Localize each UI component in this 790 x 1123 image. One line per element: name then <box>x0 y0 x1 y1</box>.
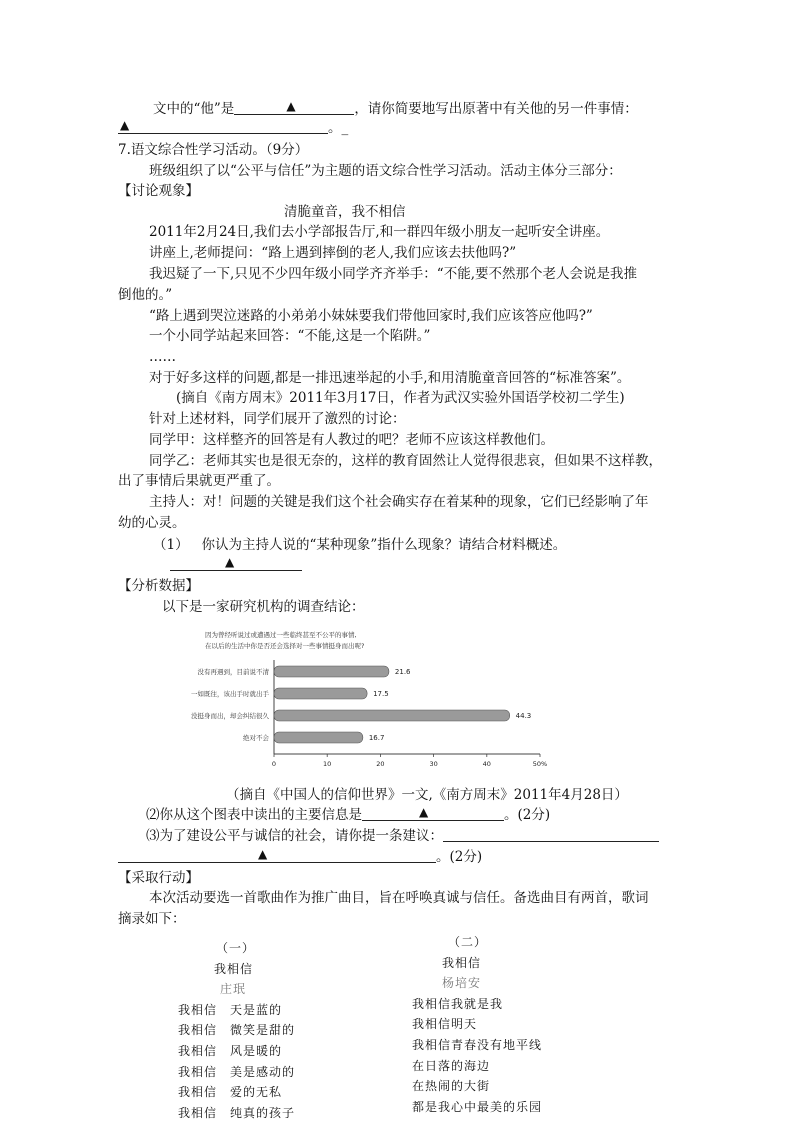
action-a: 本次活动要选一首歌曲作为推广曲目，旨在呼唤真诚与信任。备选曲目有两首，歌词 <box>149 890 649 906</box>
sub-question-1: （1） 你认为主持人说的“某种现象”指什么现象？请结合材料概述。 <box>153 537 567 553</box>
bar <box>274 710 510 721</box>
x-tick-label: 30 <box>429 760 438 768</box>
article-title: 清脆童音，我不相信 <box>284 204 406 220</box>
song-1 <box>178 938 295 1123</box>
q6-line-1: 文中的“他”是 ▲ ，请你简要地写出原著中有关他的另一件事情： <box>153 99 638 117</box>
song-2-line: 在热闹的大街 <box>412 1079 491 1094</box>
article-p7: 对于好多这样的问题,都是一排迅速举起的小手,和用清脆童音回答的“标准答案”。 <box>149 370 631 386</box>
answer-blank-suggestion[interactable] <box>443 827 659 842</box>
song-2-artist: 杨培安 <box>442 976 482 991</box>
answer-blank-event[interactable]: ▲ <box>118 119 328 134</box>
article-p3a: 我迟疑了一下,只见不少四年级小同学齐齐举手：“不能,要不然那个老人会说是我推 <box>149 266 637 282</box>
x-tick-label: 40 <box>482 760 491 768</box>
q6-line-2: ▲ 。_ <box>120 118 349 136</box>
x-tick-label: 10 <box>323 760 332 768</box>
host-b: 幼的心灵。 <box>118 515 186 531</box>
host-a: 主持人：对！问题的关键是我们这个社会确实存在着某种的现象，它们已经影响了年 <box>149 494 649 510</box>
category-label: 绝对不会 <box>243 734 269 742</box>
answer-blank-he[interactable]: ▲ <box>234 100 354 115</box>
section-discussion: 【讨论观象】 <box>118 183 199 199</box>
song-2 <box>412 932 542 1117</box>
sub-question-3-cont: ▲ 。(2分) <box>118 848 482 866</box>
q7-title: 7.语文综合性学习活动。（9分） <box>118 142 309 158</box>
answer-blank-suggestion-2[interactable]: ▲ <box>118 848 436 863</box>
section-data: 【分析数据】 <box>118 578 199 594</box>
song-1-title: 我相信 <box>214 961 254 976</box>
chart-source: （摘自《中国人的信仰世界》一文,《南方周末》2011年4月28日） <box>226 787 628 803</box>
category-label: 一如既往，该出手时就出手 <box>191 690 269 698</box>
bar <box>274 688 367 699</box>
article-p1: 2011年2月24日,我们去小学部报告厅,和一群四年级小朋友一起听安全讲座。 <box>149 224 610 240</box>
student-b-b: 出了事情后果就更严重了。 <box>118 473 280 489</box>
article-p5: 一个小同学站起来回答：“不能,这是一个陷阱。” <box>149 328 431 344</box>
x-tick-label: 0 <box>271 760 277 768</box>
article-p4: “路上遇到哭泣迷路的小弟弟小妹妹要我们带他回家时,我们应该答应他吗?” <box>149 308 593 324</box>
answer-line-1[interactable]: ▲ <box>170 556 302 574</box>
song-2-line: 我相信青春没有地平线 <box>412 1037 543 1052</box>
song-1-line: 我相信 微笑是甜的 <box>178 1023 296 1038</box>
section-action: 【采取行动】 <box>118 870 199 886</box>
action-b: 摘录如下： <box>118 911 186 927</box>
bar-value-label: 16.7 <box>368 734 385 742</box>
song-2-line: 在日落的海边 <box>412 1058 491 1073</box>
article-p6: …… <box>149 349 176 365</box>
chart-intro: 以下是一家研究机构的调查结论： <box>162 599 365 615</box>
bar <box>274 732 363 743</box>
article-p3b: 倒他的。” <box>118 287 173 303</box>
song-2-line: 我相信我就是我 <box>412 996 504 1011</box>
song-1-line: 我相信 爱的无私 <box>178 1085 283 1100</box>
song-1-line: 我相信 风是暖的 <box>178 1043 283 1058</box>
x-tick-label: 50% <box>532 760 548 768</box>
song-1-line: 我相信 天是蓝的 <box>178 1002 283 1017</box>
song-1-line: 我相信 纯真的孩子 <box>178 1105 296 1120</box>
chart-subtitle: 在以后的生活中你是否还会选择对一些事情挺身而出呢? <box>205 642 365 650</box>
sub-question-3: ⑶为了建设公平与诚信的社会，请你提一条建议： <box>146 827 659 845</box>
song-1-line: 我相信 美是感动的 <box>178 1064 296 1079</box>
song-2-num: （二） <box>448 935 488 949</box>
discussion-intro: 针对上述材料，同学们展开了激烈的讨论： <box>149 411 406 427</box>
bar-value-label: 44.3 <box>515 712 532 720</box>
article-source: (摘自《南方周末》2011年3月17日，作者为武汉实验外国语学校初二学生) <box>176 390 625 406</box>
student-b-a: 同学乙：老师其实也是很无奈的，这样的教育固然让人觉得很悲哀，但如果不这样教， <box>149 453 662 469</box>
song-1-num: （一） <box>216 941 256 955</box>
song-2-title: 我相信 <box>442 955 482 970</box>
bar-value-label: 17.5 <box>373 690 389 698</box>
answer-blank-info[interactable]: ▲ <box>362 806 504 821</box>
sub-question-2: ⑵你从这个图表中读出的主要信息是 ▲ 。(2分) <box>146 805 551 823</box>
q7-intro: 班级组织了以“公平与信任”为主题的语文综合性学习活动。活动主体分三部分： <box>149 163 622 179</box>
chart-title: 因为曾经听说过或遭遇过一些临终甚至不公平的事情, <box>205 631 357 639</box>
song-2-line: 我相信明天 <box>412 1017 478 1032</box>
song-2-line: 都是我心中最美的乐园 <box>412 1099 543 1114</box>
student-a: 同学甲：这样整齐的回答是有人教过的吧？老师不应该这样教他们。 <box>149 432 554 448</box>
bar <box>274 666 389 677</box>
category-label: 没挺身而出，却会纠结很久 <box>191 712 269 720</box>
x-tick-label: 20 <box>376 760 385 768</box>
bar-value-label: 21.6 <box>394 668 411 676</box>
category-label: 没有再遇到，目前说不清 <box>197 668 269 676</box>
survey-bar-chart <box>150 620 550 780</box>
article-p2: 讲座上,老师提问：“路上遇到摔倒的老人,我们应该去扶他吗?” <box>149 245 517 261</box>
song-1-artist: 庄珉 <box>220 982 247 997</box>
